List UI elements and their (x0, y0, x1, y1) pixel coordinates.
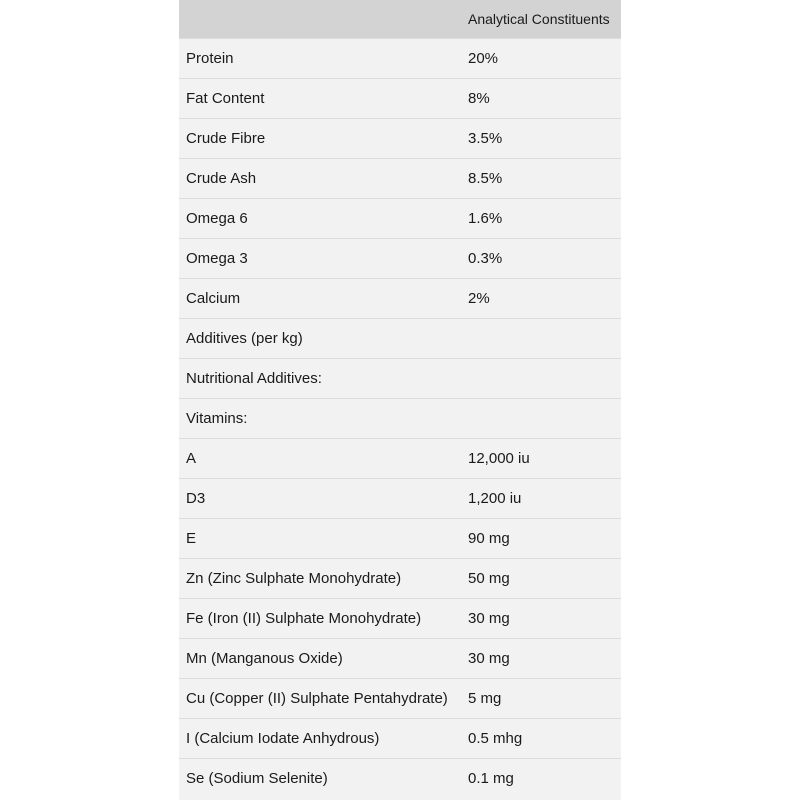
row-label: Zn (Zinc Sulphate Monohydrate) (179, 558, 461, 598)
row-value: 1,200 iu (461, 478, 621, 518)
row-value: 2% (461, 278, 621, 318)
row-label: Mn (Manganous Oxide) (179, 638, 461, 678)
row-label: Fat Content (179, 78, 461, 118)
table-row (179, 598, 621, 638)
header-cell-analytical-constituents: Analytical Constituents (468, 10, 610, 27)
row-label: Calcium (179, 278, 461, 318)
table-row (179, 278, 621, 318)
row-value (461, 318, 621, 358)
table-row (179, 358, 621, 398)
row-value: 30 mg (461, 638, 621, 678)
table-row (179, 718, 621, 758)
row-value: 0.3% (461, 238, 621, 278)
row-label: Protein (179, 38, 461, 78)
table-row (179, 638, 621, 678)
constituents-table (179, 0, 621, 798)
row-label: Nutritional Additives: (179, 358, 461, 398)
row-label: Omega 3 (179, 238, 461, 278)
table-row (179, 318, 621, 358)
table-row (179, 678, 621, 718)
table-row (179, 478, 621, 518)
table-header-row (179, 0, 621, 38)
row-value: 5 mg (461, 678, 621, 718)
row-label: Se (Sodium Selenite) (179, 758, 461, 798)
row-label: E (179, 518, 461, 558)
row-value: 8% (461, 78, 621, 118)
table-row (179, 198, 621, 238)
row-label: I (Calcium Iodate Anhydrous) (179, 718, 461, 758)
table-row (179, 238, 621, 278)
row-value: 1.6% (461, 198, 621, 238)
row-value (461, 358, 621, 398)
table-row (179, 518, 621, 558)
table-body (179, 38, 621, 798)
row-label: Cu (Copper (II) Sulphate Pentahydrate) (179, 678, 461, 718)
table-row (179, 38, 621, 78)
table-row (179, 118, 621, 158)
table-header (179, 0, 621, 38)
row-value: 0.5 mhg (461, 718, 621, 758)
row-label: Crude Fibre (179, 118, 461, 158)
row-value: 30 mg (461, 598, 621, 638)
table-row (179, 158, 621, 198)
row-value: 50 mg (461, 558, 621, 598)
row-label: Fe (Iron (II) Sulphate Monohydrate) (179, 598, 461, 638)
row-value: 8.5% (461, 158, 621, 198)
row-value (461, 398, 621, 438)
row-value: 0.1 mg (461, 758, 621, 798)
table-row (179, 438, 621, 478)
row-value: 20% (461, 38, 621, 78)
row-label: Vitamins: (179, 398, 461, 438)
header-cell-label (179, 0, 461, 38)
table-row (179, 758, 621, 798)
row-value: 3.5% (461, 118, 621, 158)
table-row (179, 558, 621, 598)
row-label: Crude Ash (179, 158, 461, 198)
row-value: 12,000 iu (461, 438, 621, 478)
table-row (179, 398, 621, 438)
row-label: Omega 6 (179, 198, 461, 238)
row-label: D3 (179, 478, 461, 518)
row-label: Additives (per kg) (179, 318, 461, 358)
table-row (179, 78, 621, 118)
constituents-table-container (179, 0, 621, 800)
row-label: A (179, 438, 461, 478)
row-value: 90 mg (461, 518, 621, 558)
